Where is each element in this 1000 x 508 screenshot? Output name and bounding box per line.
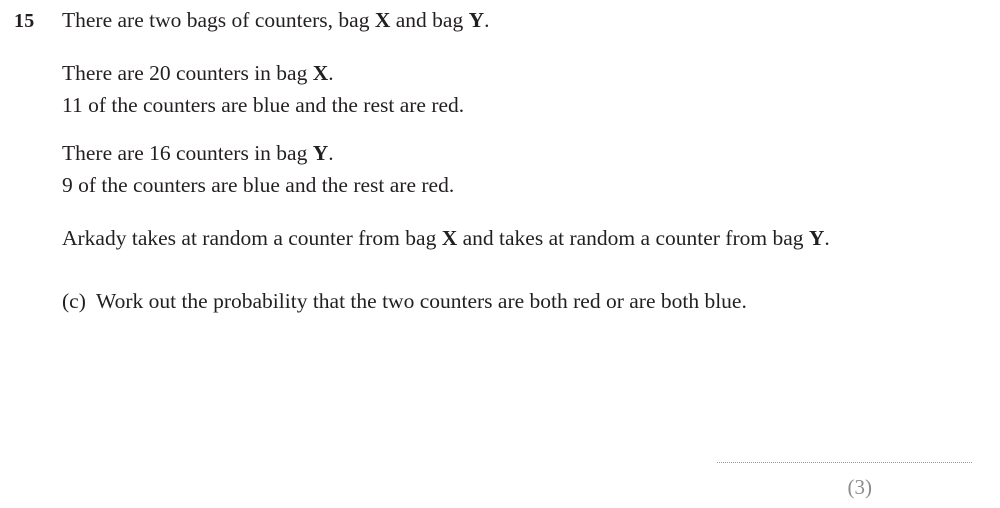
bag-y-label: Y [312, 140, 329, 165]
selection-prefix: Arkady takes at random a counter from bag [62, 225, 442, 250]
intro-bag-y-label: Y [468, 8, 485, 32]
part-label: (c) [62, 289, 86, 313]
spacer-5 [62, 197, 982, 228]
intro-suffix: . [484, 8, 490, 32]
intro-middle: and bag [390, 8, 469, 32]
selection-suffix: . [824, 225, 830, 250]
answer-area [682, 461, 982, 500]
selection-bag-y-label: Y [808, 225, 825, 250]
bag-y-count-line [62, 140, 982, 165]
selection-bag-x-label: X [441, 225, 458, 250]
selection-middle: and takes at random a counter from bag [457, 225, 809, 250]
spacer-1 [62, 32, 982, 63]
question-part-c [62, 291, 982, 313]
part-text: Work out the probability that the two counters are both red or are both blue. [96, 289, 747, 313]
bag-x-label: X [312, 60, 329, 85]
answer-dotted-line[interactable] [717, 461, 972, 463]
bag-y-count-prefix: There are 16 counters in bag [62, 140, 313, 165]
bag-x-count-prefix: There are 20 counters in bag [62, 60, 313, 85]
selection-line [62, 225, 982, 250]
intro-bag-x-label: X [374, 8, 391, 32]
marks-value: (3) [847, 475, 872, 499]
bag-x-count-suffix: . [328, 60, 334, 85]
intro-prefix: There are two bags of counters, bag [62, 8, 375, 32]
question-number: 15 [14, 10, 35, 32]
bag-y-colours-line: 9 of the counters are blue and the rest are red. [62, 173, 455, 197]
bag-x-colours-line: 11 of the counters are blue and the rest are red. [62, 93, 465, 117]
question-intro [62, 10, 982, 32]
bag-y-count-suffix: . [328, 140, 334, 165]
bag-x-count-line [62, 60, 982, 85]
spacer-6 [62, 249, 982, 280]
spacer-3 [62, 117, 982, 143]
question-body [62, 10, 982, 313]
